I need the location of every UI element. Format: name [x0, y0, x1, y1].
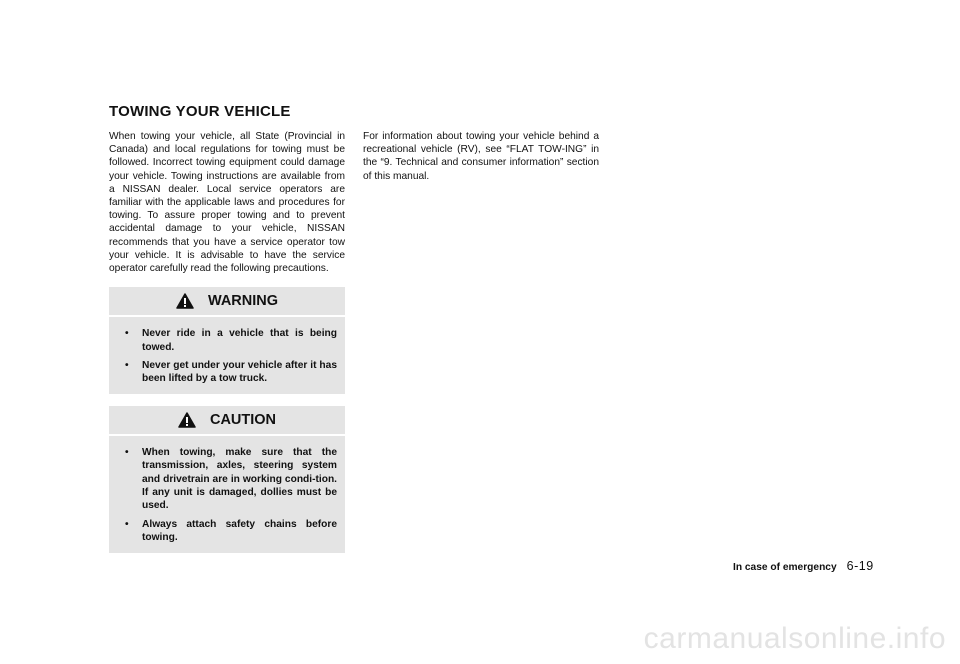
left-column — [109, 130, 345, 553]
warning-triangle-icon — [176, 293, 194, 309]
bullet: • — [125, 360, 129, 372]
warning-item-text: Never ride in a vehicle that is being towed. — [142, 328, 337, 353]
caution-header — [109, 406, 345, 436]
bullet: • — [125, 446, 129, 458]
list-item — [125, 359, 337, 386]
page-number: 6-19 — [846, 559, 874, 573]
warning-triangle-icon — [178, 412, 196, 428]
section-heading: TOWING YOUR VEHICLE — [109, 103, 291, 120]
warning-list — [109, 317, 345, 386]
bullet: • — [125, 518, 129, 530]
caution-item-text: Always attach safety chains before towing. — [142, 518, 337, 544]
caution-title: CAUTION — [209, 411, 277, 428]
list-item — [125, 446, 337, 513]
list-item — [125, 518, 337, 545]
caution-list — [109, 436, 345, 545]
caution-box — [109, 406, 345, 553]
warning-box — [109, 287, 345, 394]
watermark: carmanualsonline.info — [643, 622, 946, 655]
right-column — [363, 130, 599, 183]
warning-header — [109, 287, 345, 317]
rv-towing-paragraph: For information about towing your vehicle behind a recreational vehicle (RV), see “FLAT TOW-ING” in the “9. Technical and consumer information” section of this manual. — [363, 131, 599, 182]
footer-section-name: In case of emergency — [733, 562, 837, 573]
warning-title: WARNING — [207, 293, 279, 310]
bullet: • — [125, 328, 129, 340]
list-item — [125, 327, 337, 354]
caution-item-text: When towing, make sure that the transmission, axles, steering system and drivetrain are in working condi-tion. If any unit is damaged, dollies must be used. — [142, 446, 337, 512]
page-footer — [733, 559, 874, 573]
intro-paragraph: When towing your vehicle, all State (Provincial in Canada) and local regulations for towing must be followed. Incorrect towing equipment could damage your vehicle. Towing instructions are available from a NISSAN dealer. Local service operators are familiar with the applicable laws and procedures for towing. To assure proper towing and to prevent accidental damage to your vehicle, NISSAN recommends that you have a service operator tow your vehicle. It is advisable to have the service operator carefully read the following precautions. — [109, 131, 345, 275]
warning-item-text: Never get under your vehicle after it has been lifted by a tow truck. — [142, 360, 337, 385]
